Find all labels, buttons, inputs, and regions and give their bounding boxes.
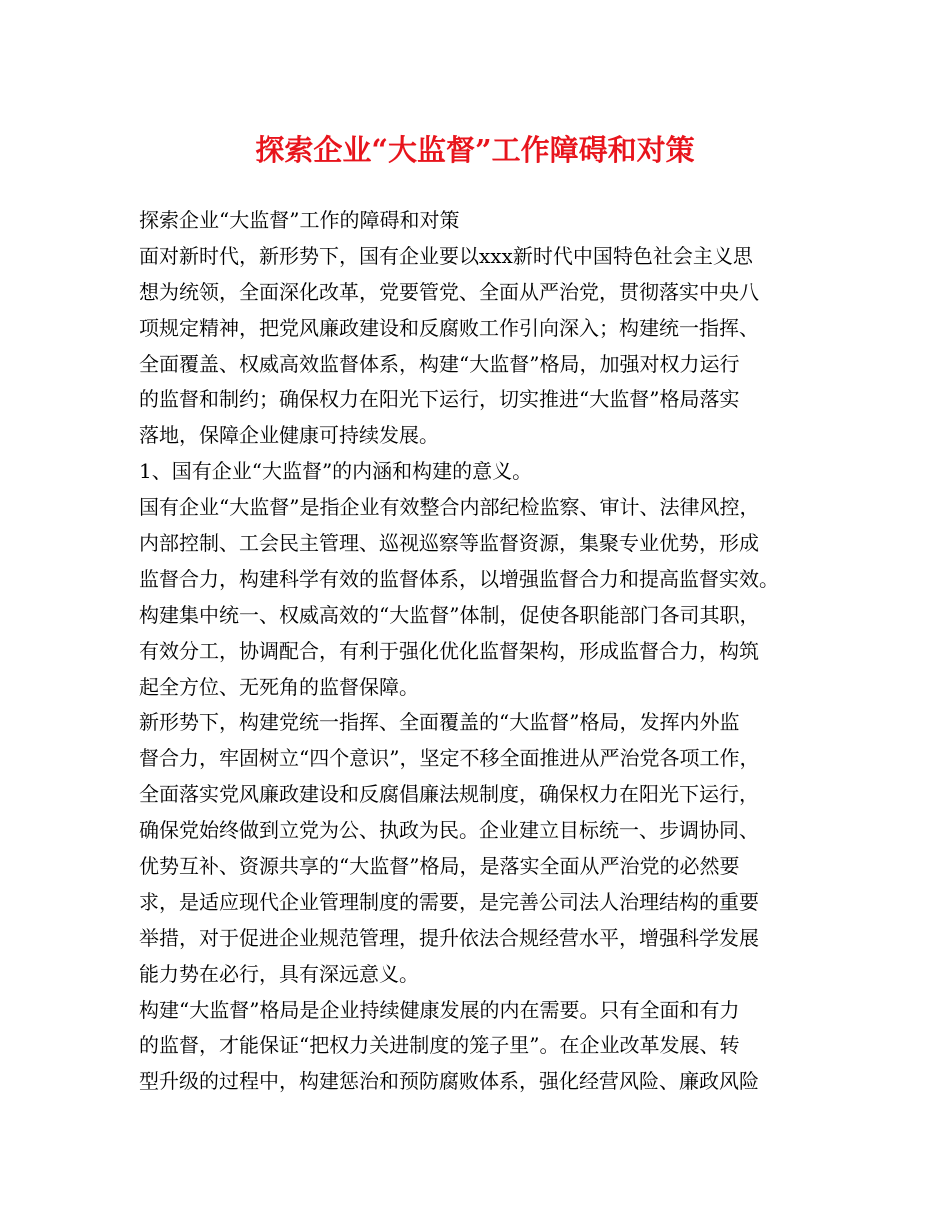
text-line: 构建集中统一、权威高效的“大监督”体制，促使各职能部门各司其职，: [139, 602, 760, 627]
text-line: 型升级的过程中，构建惩治和预防腐败体系，强化经营风险、廉政风险: [139, 1069, 759, 1094]
text-line: 面对新时代，新形势下，国有企业要以xxx新时代中国特色社会主义思: [139, 243, 753, 268]
document-body: [139, 203, 839, 1100]
text-line: 想为统领，全面深化改革，党要管党、全面从严治党，贯彻落实中央八: [139, 279, 759, 304]
text-line: 督合力，牢固树立“四个意识”，坚定不移全面推进从严治党各项工作，: [139, 746, 760, 771]
text-line: 确保党始终做到立党为公、执政为民。企业建立目标统一、步调协同、: [139, 818, 759, 843]
document-title: 探索企业“大监督”工作障碍和对策: [255, 133, 695, 167]
text-line: 项规定精神，把党风廉政建设和反腐败工作引向深入；构建统一指挥、: [139, 315, 759, 340]
text-line: 的监督，才能保证“把权力关进制度的笼子里”。在企业改革发展、转: [139, 1033, 740, 1058]
text-line: 国有企业“大监督”是指企业有效整合内部纪检监察、审计、法律风控，: [139, 495, 760, 520]
text-line: 求，是适应现代企业管理制度的需要，是完善公司法人治理结构的重要: [139, 889, 759, 914]
text-line: 监督合力，构建科学有效的监督体系，以增强监督合力和提高监督实效。: [139, 566, 779, 591]
text-line: 起全方位、无死角的监督保障。: [139, 674, 419, 699]
text-line: 的监督和制约；确保权力在阳光下运行，切实推进“大监督”格局落实: [139, 387, 740, 412]
text-line: 新形势下，构建党统一指挥、全面覆盖的“大监督”格局，发挥内外监: [139, 710, 740, 735]
text-line: 能力势在必行，具有深远意义。: [139, 961, 419, 986]
text-line: 举措，对于促进企业规范管理，提升依法合规经营水平，增强科学发展: [139, 925, 759, 950]
text-line: 全面覆盖、权威高效监督体系，构建“大监督”格局，加强对权力运行: [139, 351, 740, 376]
text-line: 探索企业“大监督”工作的障碍和对策: [139, 208, 460, 232]
text-line: 构建“大监督”格局是企业持续健康发展的内在需要。只有全面和有力: [139, 997, 740, 1022]
text-line: 全面落实党风廉政建设和反腐倡廉法规制度，确保权力在阳光下运行，: [139, 782, 759, 807]
section-heading: 1、国有企业“大监督”的内涵和构建的意义。: [139, 459, 533, 484]
text-line: 落地，保障企业健康可持续发展。: [139, 423, 439, 448]
text-line: 有效分工，协调配合，有利于强化优化监督架构，形成监督合力，构筑: [139, 638, 759, 663]
text-line: 优势互补、资源共享的“大监督”格局，是落实全面从严治党的必然要: [139, 854, 740, 879]
text-line: 内部控制、工会民主管理、巡视巡察等监督资源，集聚专业优势，形成: [139, 531, 759, 556]
